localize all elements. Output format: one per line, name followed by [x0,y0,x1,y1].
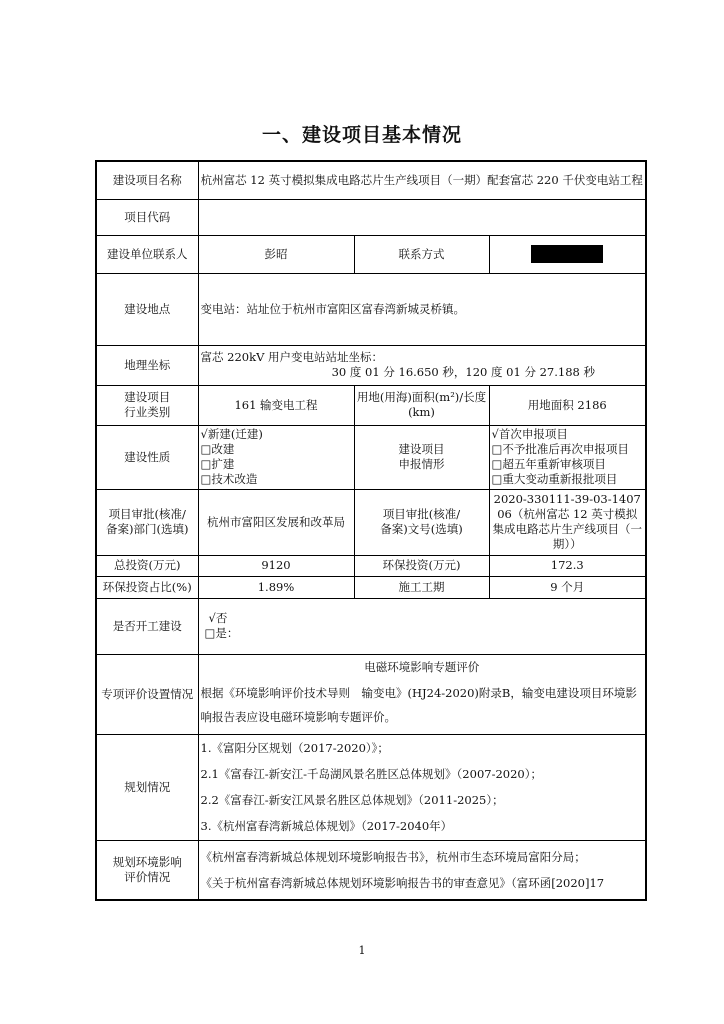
started-label: 是否开工建设 [96,598,198,654]
coordinates-line-1: 富芯 220kV 用户变电站站址坐标： [200,350,384,364]
list-item: 3.《杭州富春湾新城总体规划》（2017-2040年） [200,819,453,833]
project-name-label: 建设项目名称 [96,161,198,199]
redaction-block [531,245,603,263]
total-investment-label: 总投资(万元) [96,555,198,576]
env-investment-value: 172.3 [489,555,646,576]
construction-period-value: 9 个月 [489,576,646,598]
option-not-started: √否 [208,611,228,625]
declaration-type-options [489,425,646,489]
construction-nature-options [198,425,354,489]
table-row [96,273,646,345]
option-new: √新建(迁建) [200,427,263,441]
table-row [96,555,646,576]
option-tech-upgrade: □技术改造 [200,472,258,486]
planning-env-list [198,840,646,900]
planning-label: 规划情况 [96,734,198,840]
table-row [96,161,646,199]
list-item: 《关于杭州富春湾新城总体规划环境影响报告书的审查意见》（富环函[2020]17 [200,875,605,890]
env-investment-label: 环保投资(万元) [354,555,489,576]
location-label: 建设地点 [96,273,198,345]
option-expand: □扩建 [200,457,235,471]
contact-method-label: 联系方式 [354,235,489,273]
list-item: 2.2《富春江-新安江风景名胜区总体规划》（2011-2025）； [200,793,504,807]
special-evaluation-label: 专项评价设置情况 [96,654,198,734]
table-row [96,385,646,425]
table-row [96,425,646,489]
industry-category-label: 建设项目 行业类别 [96,385,198,425]
option-five-year-review: □超五年重新审核项目 [491,457,606,471]
table-row [96,489,646,555]
table-row [96,734,646,840]
page-number: 1 [358,944,366,957]
contact-method-value [489,235,646,273]
table-row [96,235,646,273]
list-item: 2.1《富春江-新安江-千岛湖风景名胜区总体规划》（2007-2020）； [200,767,542,781]
declaration-type-label: 建设项目 申报情形 [354,425,489,489]
contact-person-value: 彭昭 [198,235,354,273]
planning-list [198,734,646,840]
list-item: 《杭州富春湾新城总体规划环境影响报告书》，杭州市生态环境局富阳分局； [200,849,586,864]
project-info-table [95,160,647,901]
page-title: 一、建设项目基本情况 [261,124,462,146]
approval-dept-value: 杭州市富阳区发展和改革局 [198,489,354,555]
project-code-value [198,199,646,235]
list-item: 1.《富阳分区规划（2017-2020）》； [200,741,389,755]
planning-env-label: 规划环境影响 评价情况 [96,840,198,900]
table-row [96,598,646,654]
table-row [96,654,646,734]
special-evaluation-body: 根据《环境影响评价技术导则 输变电》(HJ24-2020)附录B，输变电建设项目环境影响报告表应设电磁环境影响专题评价。 [200,685,637,724]
option-major-change: □重大变动重新报批项目 [491,472,618,486]
special-evaluation-heading: 电磁环境影响专题评价 [364,659,480,674]
land-area-label: 用地(用海)面积(m²)/长度(km) [354,385,489,425]
option-rebuild: □改建 [200,442,235,456]
approval-number-label: 项目审批(核准/ 备案)文号(选填) [354,489,489,555]
approval-number-value: 2020-330111-39-03-140706（杭州富芯 12 英寸模拟集成电路芯片生产线项目（一期）） [489,489,646,555]
table-row [96,576,646,598]
option-started: □是： [204,626,239,640]
contact-person-label: 建设单位联系人 [96,235,198,273]
total-investment-value: 9120 [198,555,354,576]
env-ratio-value: 1.89% [198,576,354,598]
industry-category-value: 161 输变电工程 [198,385,354,425]
location-value: 变电站：站址位于杭州市富阳区富春湾新城灵桥镇。 [198,273,646,345]
table-row [96,840,646,900]
table-row [96,345,646,385]
land-area-value: 用地面积 2186 [489,385,646,425]
coordinates-value [198,345,646,385]
project-name-value: 杭州富芯 12 英寸模拟集成电路芯片生产线项目（一期）配套富芯 220 千伏变电站工程 [198,161,646,199]
env-ratio-label: 环保投资占比(%) [96,576,198,598]
option-first-declaration: √首次申报项目 [491,427,568,441]
project-code-label: 项目代码 [96,199,198,235]
special-evaluation-value [198,654,646,734]
construction-nature-label: 建设性质 [96,425,198,489]
coordinates-label: 地理坐标 [96,345,198,385]
option-redeclaration: □不予批准后再次申报项目 [491,442,629,456]
construction-period-label: 施工工期 [354,576,489,598]
table-row [96,199,646,235]
started-options [198,598,646,654]
approval-dept-label: 项目审批(核准/ 备案)部门(选填) [96,489,198,555]
coordinates-line-2: 30 度 01 分 16.650 秒，120 度 01 分 27.188 秒 [331,365,595,379]
